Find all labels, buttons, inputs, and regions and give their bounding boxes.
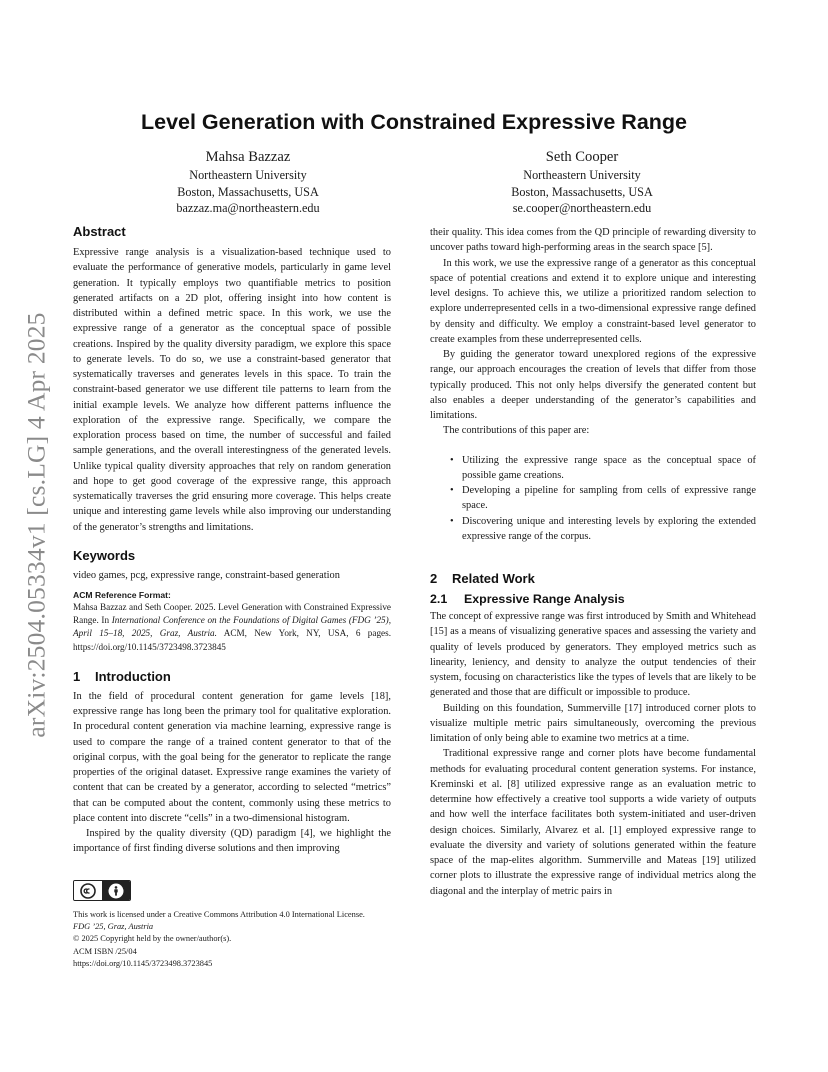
- acm-reference-text: [73, 601, 391, 654]
- introduction-heading: [73, 668, 391, 686]
- footer-license-block: [73, 880, 403, 970]
- left-column: [73, 223, 391, 857]
- cc-by-license-icon[interactable]: [73, 880, 131, 901]
- contributions-list: [450, 453, 756, 545]
- introduction-paragraph: their quality. This idea comes from the QD principle of rewarding diversity to uncover paths toward high-performing areas in the search space [5].: [430, 227, 756, 254]
- expressive-range-subheading: [430, 591, 756, 608]
- arxiv-id-text: arXiv:2504.05334v1 [cs.LG] 4 Apr 2025: [22, 312, 52, 738]
- footer-venue: FDG ’25, Graz, Austria: [73, 922, 154, 932]
- list-item: • Utilizing the expressive range space as the conceptual space of possible game creations.: [450, 453, 756, 484]
- acm-reference-venue: International Conference on the Foundations of Digital Games (FDG ’25), April 15–18, 2025, Graz, Austria.: [73, 615, 391, 639]
- introduction-paragraph: Inspired by the quality diversity (QD) paradigm [4], we highlight the importance of first finding diverse solutions and then improving: [73, 828, 391, 855]
- introduction-paragraph: In this work, we use the expressive range of a generator as this conceptual space of potential creations and extend it to explore unique and interesting level designs. To achieve this, we utilize a prioritized random selection to explore underrepresented cells in a two-dimensional expressive range defined by density and difficulty. We employ a constraint-based level generator to create examples from these underrepresented cells.: [430, 257, 756, 345]
- author-email[interactable]: bazzaz.ma@northeastern.edu: [176, 201, 320, 215]
- keywords-heading: Keywords: [73, 547, 136, 563]
- acm-reference-rest: ACM, New York, NY, USA, 6 pages. https://doi.org/10.1145/3723498.3723845: [73, 628, 391, 652]
- paper-title: Level Generation with Constrained Expressive Range: [140, 110, 688, 134]
- arxiv-stamp: [22, 290, 52, 760]
- author-location: Boston, Massachusetts, USA: [511, 184, 653, 199]
- acm-reference-authors: Mahsa Bazzaz and Seth Cooper. 2025. Level Generation with Constrained Expressive Range. In: [73, 602, 391, 626]
- section-number: 1: [73, 668, 81, 684]
- acm-reference-label: ACM Reference Format:: [73, 590, 171, 600]
- list-item: • Discovering unique and interesting levels by exploring the extended expressive range of the corpus.: [450, 514, 756, 545]
- subsection-number: 2.1: [430, 592, 448, 606]
- author-block-1: [118, 148, 378, 217]
- introduction-paragraph: In the field of procedural content generation for game levels [18], expressive range has long been the primary tool for qualitative exploration. In procedural content generation via machine learning, expressive range is used to compare the range of a trained content generator to that of the original corpus, with the goal being for the generator to replicate the range properties of the original dataset. Expressive range examines the variety of content that can be created by a generator, according to selected “metrics” that can be computed about the content, commonly using these metrics to place content into discrete “cells” in a two-dimensional histogram.: [73, 690, 391, 824]
- footer-copyright: © 2025 Copyright held by the owner/author(s).: [73, 934, 232, 944]
- author-affiliation: Northeastern University: [189, 168, 307, 182]
- license-text: This work is licensed under a Creative Commons Attribution 4.0 International License.: [73, 910, 365, 919]
- introduction-paragraph: The contributions of this paper are:: [443, 425, 590, 437]
- author-location: Boston, Massachusetts, USA: [177, 184, 319, 199]
- author-email[interactable]: se.cooper@northeastern.edu: [512, 201, 652, 215]
- cc-icon: [74, 881, 102, 900]
- related-work-heading: [430, 570, 756, 588]
- list-item: • Developing a pipeline for sampling from cells of expressive range space.: [450, 483, 756, 514]
- author-name: Mahsa Bazzaz: [205, 149, 291, 165]
- related-work-paragraph: Building on this foundation, Summerville [17] introduced corner plots to visualize multiple metric pairs simultaneously, overcoming the previous limitation of only being able to examine two metrics at a time.: [430, 702, 756, 744]
- author-name: Seth Cooper: [545, 149, 619, 165]
- subsection-title: Expressive Range Analysis: [464, 592, 625, 606]
- abstract-heading: Abstract: [73, 224, 126, 239]
- introduction-paragraph: By guiding the generator toward unexplored regions of the expressive range, our approach encourages the creation of levels that differ from those typically produced. This not only helps diversify the generated content but also enables a deeper understanding of the generator’s capabilities and limitations.: [430, 349, 756, 421]
- footer-doi-link[interactable]: https://doi.org/10.1145/3723498.3723845: [73, 958, 213, 968]
- section-number: 2: [430, 571, 438, 586]
- related-work-paragraph: The concept of expressive range was first introduced by Smith and Whitehead [15] as a means of visualizing generative spaces and assessing the variety and quality of levels produced by generators. They employed metrics such as linearity, leniency, and density to analyze the output tendencies of their system, focusing on characteristics like the types of levels that are likely to be generated and those that are difficult or impossible to produce.: [430, 611, 756, 699]
- right-column: [430, 225, 756, 899]
- author-block-2: [452, 148, 712, 217]
- by-icon: [102, 881, 130, 900]
- abstract-text: Expressive range analysis is a visualization-based technique used to evaluate the performance of generative models, particularly in game level generation. It typically employs two quantifiable metrics to position generated artifacts on a 2D plot, offering insight into how content is distributed within a defined metric space. In this work, we use the expressive range of a generator as the conceptual space of possible creations. Inspired by the quality diversity paradigm, we explore this space to generate levels. To do so, we use a constraint-based generator that systematically traverses and generates levels in this space. To train the constraint-based generator we use different tile patterns to learn from the initial example levels. We analyze how different patterns influence the exploration of the expressive range. Specifically, we compare the exploration process based on time, the number of successful and failed sample generations, and the overall interestingness of the generated levels. Unlike typical quality diversity approaches that rely on random generation and hope to get good coverage of the expressive range, this approach systematically traverses the grid ensuring more coverage. This helps create unique and interesting game levels while also improving our understanding of the generator’s strengths and limitations.: [73, 247, 391, 533]
- footer-isbn: ACM ISBN /25/04: [73, 946, 137, 956]
- keywords-text: video games, pcg, expressive range, constraint-based generation: [73, 569, 340, 581]
- section-title: Introduction: [95, 668, 171, 684]
- related-work-paragraph: Traditional expressive range and corner plots have become fundamental methods for evaluating procedural content generation systems. For instance, Kreminski et al. [8] utilized expressive range as an evaluation metric to determine how effectively a creative tool supports a wide variety of outputs and how well the interface facilitates both system-initiated and user-driven design choices. Similarly, Alvarez et al. [1] employed expressive range to evaluate the diversity and variety of solutions generated within the feature space of the map-elites algorithm. Summerville and Mateas [19] utilized corner plots to illustrate the expressive range of individual metrics along the diagonal and the interplay of metric pairs in: [430, 748, 756, 897]
- author-affiliation: Northeastern University: [523, 168, 641, 182]
- section-title: Related Work: [452, 571, 535, 586]
